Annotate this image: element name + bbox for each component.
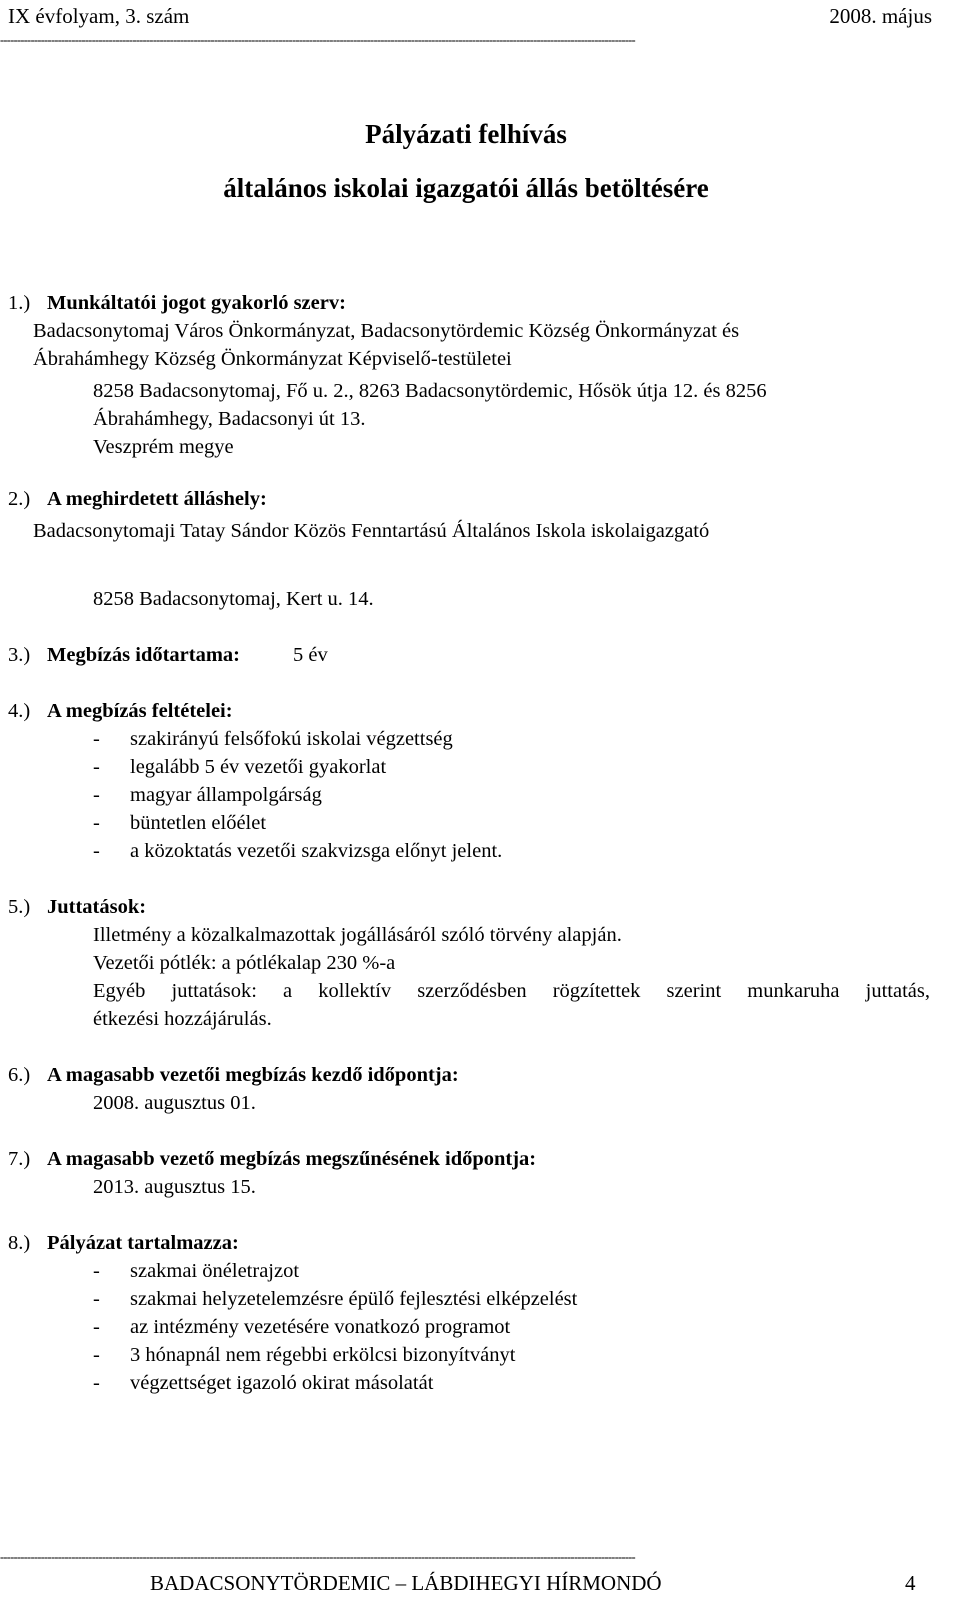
section-3-value: 5 év — [293, 644, 328, 666]
section-8-number: 8.) — [8, 1232, 31, 1254]
section-6-heading: A magasabb vezetői megbízás kezdő időpontja: — [47, 1064, 459, 1086]
section-5-line: Egyéb juttatások: a kollektív szerződésben rögzítettek szerint munkaruha juttatás, — [93, 980, 930, 1002]
section-7-value: 2013. augusztus 15. — [93, 1176, 256, 1198]
header-rule: ------------------------------------------------------------------------------------------------------------------------------------------------------------------------------------------- — [0, 34, 636, 46]
section-1-line: Ábrahámhegy Község Önkormányzat Képviselő-testületei — [33, 348, 512, 370]
section-1-line: Veszprém megye — [93, 436, 234, 458]
section-2-heading: A meghirdetett álláshely: — [47, 488, 267, 510]
section-4-heading: A megbízás feltételei: — [47, 700, 233, 722]
section-4-number: 4.) — [8, 700, 31, 722]
page-number: 4 — [905, 1571, 916, 1595]
header-issue: IX évfolyam, 3. szám — [8, 4, 190, 28]
section-1-number: 1.) — [8, 292, 31, 314]
page-title: Pályázati felhívás — [365, 119, 567, 149]
section-6-number: 6.) — [8, 1064, 31, 1086]
section-1-line: Badacsonytomaj Város Önkormányzat, Badacsonytördemic Község Önkormányzat és — [33, 320, 740, 342]
page-subtitle: általános iskolai igazgatói állás betöltésére — [223, 173, 709, 203]
section-5-line: Illetmény a közalkalmazottak jogállásáról szóló törvény alapján. — [93, 924, 622, 946]
section-1-heading: Munkáltatói jogot gyakorló szerv: — [47, 292, 346, 314]
section-1-line: 8258 Badacsonytomaj, Fő u. 2., 8263 Badacsonytördemic, Hősök útja 12. és 8256 — [93, 380, 767, 402]
section-8-heading: Pályázat tartalmazza: — [47, 1232, 239, 1254]
section-2-line: Badacsonytomaji Tatay Sándor Közös Fenntartású Általános Iskola iskolaigazgató — [33, 520, 710, 542]
section-1-line: Ábrahámhegy, Badacsonyi út 13. — [93, 408, 366, 430]
section-7-heading: A magasabb vezető megbízás megszűnésének időpontja: — [47, 1148, 537, 1170]
section-5-number: 5.) — [8, 896, 31, 918]
section-3-heading: Megbízás időtartama: — [47, 644, 240, 666]
section-5-line: Vezetői pótlék: a pótlékalap 230 %-a — [93, 952, 396, 974]
footer-title: BADACSONYTÖRDEMIC – LÁBDIHEGYI HÍRMONDÓ — [150, 1571, 662, 1595]
section-3-number: 3.) — [8, 644, 31, 666]
header-date: 2008. május — [829, 4, 932, 28]
section-5-heading: Juttatások: — [47, 896, 147, 918]
section-2-line: 8258 Badacsonytomaj, Kert u. 14. — [93, 588, 374, 610]
section-6-value: 2008. augusztus 01. — [93, 1092, 256, 1114]
footer-rule: ------------------------------------------------------------------------------------------------------------------------------------------------------------------------------------------- — [0, 1551, 636, 1563]
section-7-number: 7.) — [8, 1148, 31, 1170]
section-2-number: 2.) — [8, 488, 31, 510]
section-5-line: étkezési hozzájárulás. — [93, 1008, 272, 1030]
